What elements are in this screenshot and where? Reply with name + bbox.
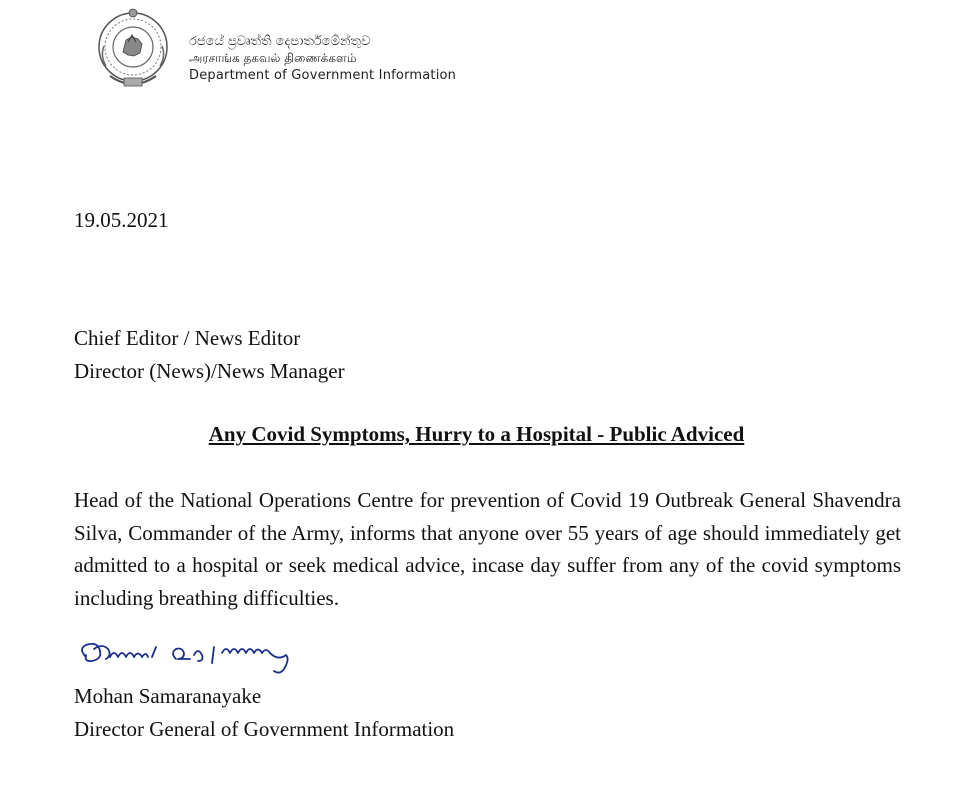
recipient-line: Director (News)/News Manager: [74, 359, 345, 383]
department-name-tamil: அரசாங்க தகவல் திணைக்களம்: [189, 51, 357, 65]
sri-lanka-emblem-icon: [88, 6, 178, 94]
recipients-block: [74, 322, 345, 388]
signatory-block: [74, 680, 454, 746]
letterhead: [88, 6, 498, 94]
signatory-name: Mohan Samaranayake: [74, 684, 262, 708]
signatory-title: Director General of Government Information: [74, 717, 455, 741]
letter-date: 19.05.2021: [74, 208, 169, 232]
department-name-sinhala: රජයේ ප්‍රවෘත්ති දෙපාර්තමේන්තුව: [189, 34, 371, 49]
press-release-headline: Any Covid Symptoms, Hurry to a Hospital - Public Adviced: [208, 422, 745, 446]
department-name-english: Department of Government Information: [189, 68, 457, 83]
department-name-block: [189, 33, 456, 84]
press-release-body: Head of the National Operations Centre for prevention of Covid 19 Outbreak General Shavendra Silva, Commander of the Army, informs that anyone over 55 years of age should immediately get admitted to a hospital or seek medical advice, incase day suffer from any of the covid symptoms including breathing difficulties.: [74, 488, 901, 610]
handwritten-signature-icon: [72, 635, 317, 680]
recipient-line: Chief Editor / News Editor: [74, 326, 301, 350]
